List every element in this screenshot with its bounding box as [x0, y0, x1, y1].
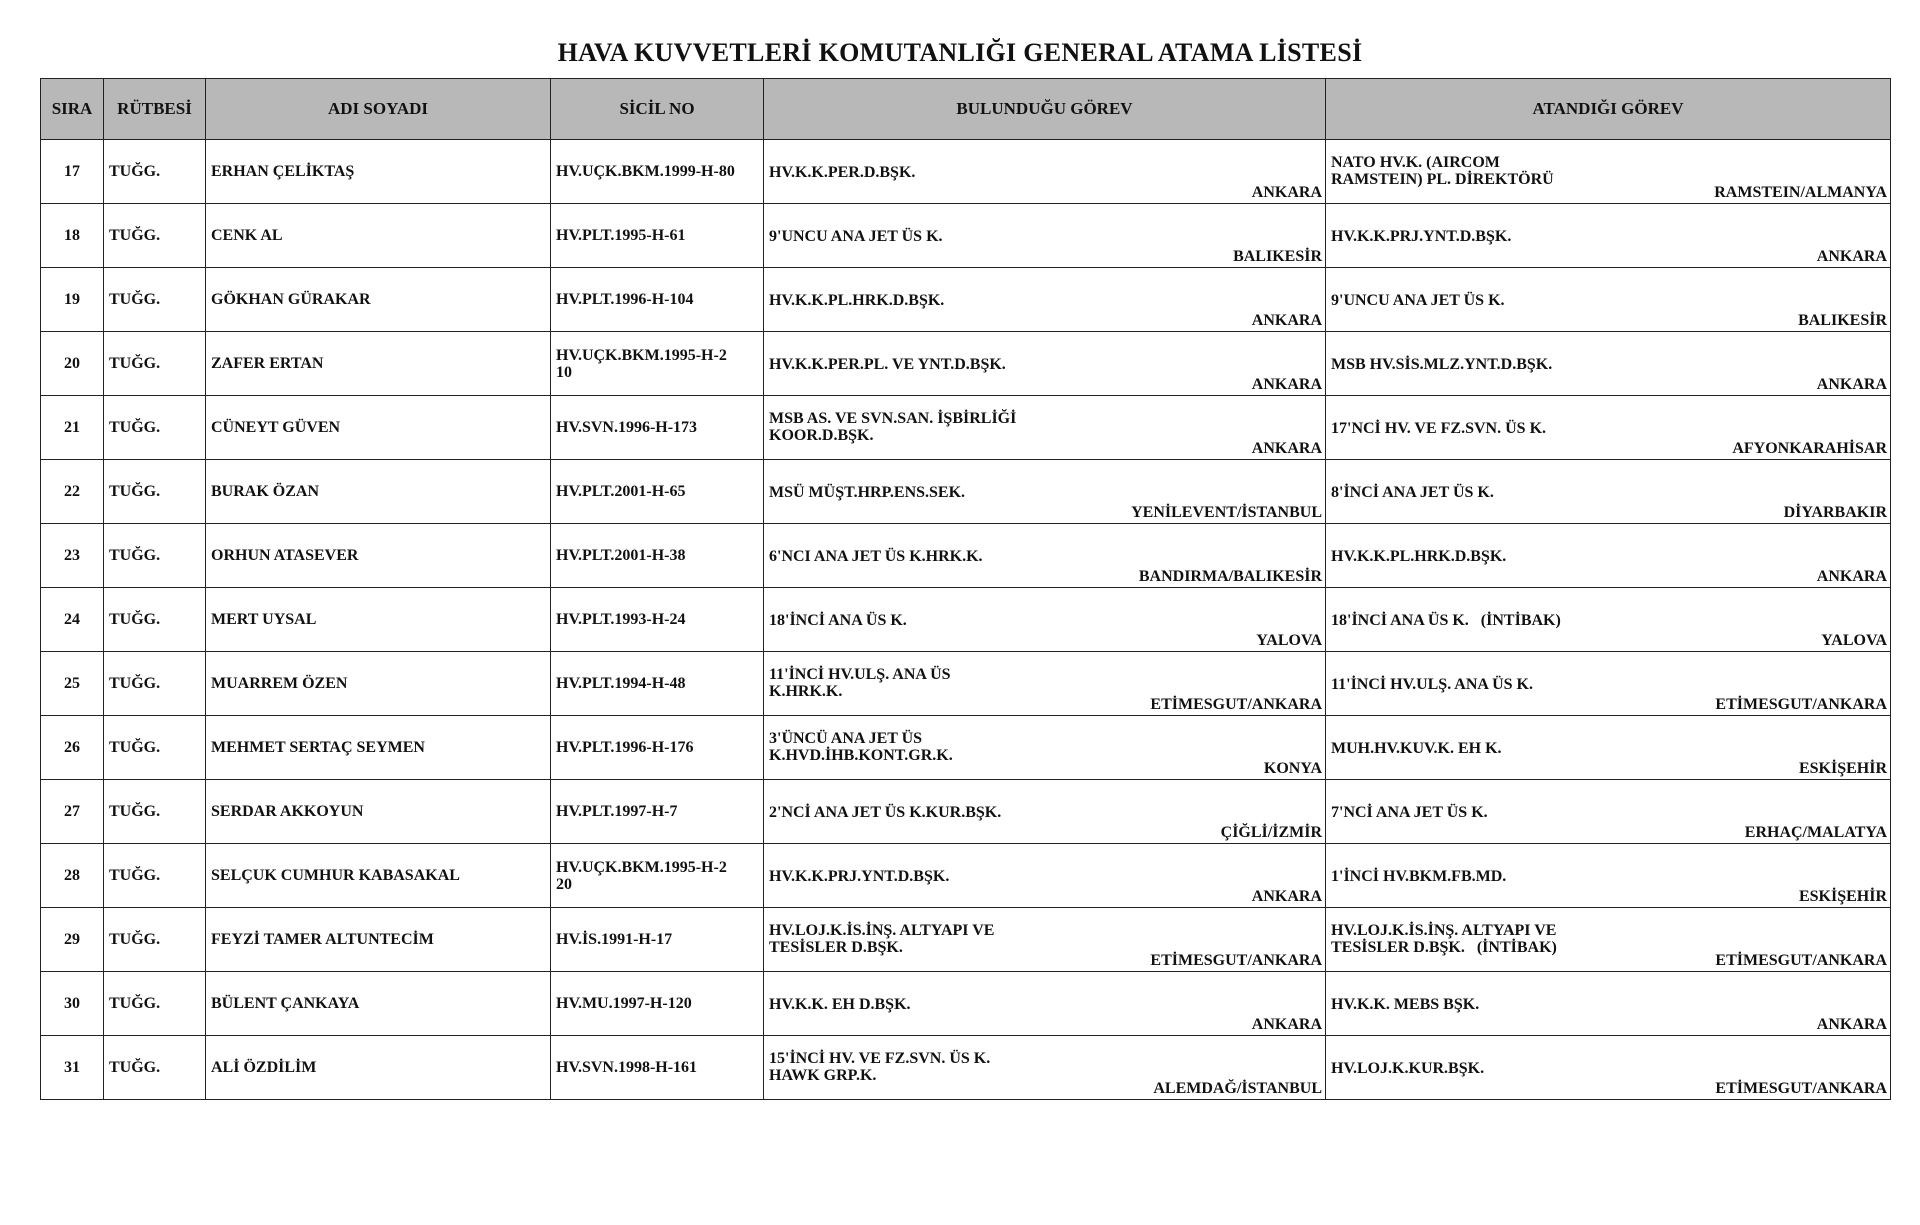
cell-atandigi-gorev: [1326, 268, 1891, 332]
cell-atandigi-gorev: [1326, 844, 1891, 908]
cell-sicil-no: HV.İS.1991-H-17: [551, 908, 764, 972]
cell-bulundugu-gorev: [764, 652, 1326, 716]
header-atandigi-gorev: ATANDIĞI GÖREV: [1326, 79, 1891, 140]
cell-rutbe: TUĞG.: [104, 460, 206, 524]
bulundugu-gorev-yer: ÇİĞLİ/İZMİR: [1220, 824, 1322, 841]
cell-adi-soyadi: CENK AL: [206, 204, 551, 268]
cell-sicil-no: HV.SVN.1996-H-173: [551, 396, 764, 460]
cell-sicil-no: HV.PLT.1996-H-104: [551, 268, 764, 332]
cell-sira: 20: [41, 332, 104, 396]
bulundugu-gorev-text: MSÜ MÜŞT.HRP.ENS.SEK.: [769, 484, 966, 501]
cell-rutbe: TUĞG.: [104, 268, 206, 332]
cell-bulundugu-gorev: [764, 1036, 1326, 1100]
cell-bulundugu-gorev: [764, 972, 1326, 1036]
atandigi-gorev-text: 7'NCİ ANA JET ÜS K.: [1331, 804, 1488, 821]
atandigi-gorev-text: 18'İNCİ ANA ÜS K. (İNTİBAK): [1331, 612, 1561, 629]
atandigi-gorev-text: HV.LOJ.K.İS.İNŞ. ALTYAPI VE TESİSLER D.BŞK. (İNTİBAK): [1331, 922, 1561, 956]
header-row: [41, 79, 1891, 140]
cell-atandigi-gorev: [1326, 460, 1891, 524]
cell-bulundugu-gorev: [764, 908, 1326, 972]
bulundugu-gorev-yer: ANKARA: [1251, 888, 1322, 905]
cell-rutbe: TUĞG.: [104, 588, 206, 652]
cell-rutbe: TUĞG.: [104, 716, 206, 780]
cell-bulundugu-gorev: [764, 268, 1326, 332]
atandigi-gorev-text: 17'NCİ HV. VE FZ.SVN. ÜS K.: [1331, 420, 1547, 437]
atandigi-gorev-yer: ANKARA: [1816, 248, 1887, 265]
cell-adi-soyadi: ZAFER ERTAN: [206, 332, 551, 396]
cell-sira: 25: [41, 652, 104, 716]
table-row: [41, 268, 1891, 332]
bulundugu-gorev-yer: ALEMDAĞ/İSTANBUL: [1153, 1080, 1322, 1097]
atandigi-gorev-text: MUH.HV.KUV.K. EH K.: [1331, 740, 1502, 757]
header-sira: SIRA: [41, 79, 104, 140]
cell-rutbe: TUĞG.: [104, 396, 206, 460]
cell-rutbe: TUĞG.: [104, 652, 206, 716]
cell-atandigi-gorev: [1326, 524, 1891, 588]
cell-sicil-no: HV.PLT.1997-H-7: [551, 780, 764, 844]
cell-adi-soyadi: ORHUN ATASEVER: [206, 524, 551, 588]
bulundugu-gorev-text: 6'NCI ANA JET ÜS K.HRK.K.: [769, 548, 983, 565]
atandigi-gorev-text: MSB HV.SİS.MLZ.YNT.D.BŞK.: [1331, 356, 1553, 373]
atandigi-gorev-yer: ESKİŞEHİR: [1798, 888, 1887, 905]
cell-rutbe: TUĞG.: [104, 524, 206, 588]
cell-sira: 22: [41, 460, 104, 524]
cell-adi-soyadi: BURAK ÖZAN: [206, 460, 551, 524]
cell-atandigi-gorev: [1326, 972, 1891, 1036]
atandigi-gorev-text: HV.K.K.PRJ.YNT.D.BŞK.: [1331, 228, 1512, 245]
cell-rutbe: TUĞG.: [104, 972, 206, 1036]
bulundugu-gorev-yer: ANKARA: [1251, 1016, 1322, 1033]
bulundugu-gorev-yer: ANKARA: [1251, 184, 1322, 201]
atandigi-gorev-yer: ESKİŞEHİR: [1798, 760, 1887, 777]
cell-rutbe: TUĞG.: [104, 908, 206, 972]
atandigi-gorev-yer: BALIKESİR: [1798, 312, 1887, 329]
bulundugu-gorev-text: HV.K.K.PL.HRK.D.BŞK.: [769, 292, 945, 309]
bulundugu-gorev-text: HV.K.K.PER.D.BŞK.: [769, 164, 916, 181]
cell-atandigi-gorev: [1326, 332, 1891, 396]
cell-adi-soyadi: BÜLENT ÇANKAYA: [206, 972, 551, 1036]
cell-adi-soyadi: FEYZİ TAMER ALTUNTECİM: [206, 908, 551, 972]
bulundugu-gorev-yer: ETİMESGUT/ANKARA: [1150, 952, 1322, 969]
cell-adi-soyadi: GÖKHAN GÜRAKAR: [206, 268, 551, 332]
header-bulundugu-gorev: BULUNDUĞU GÖREV: [764, 79, 1326, 140]
atandigi-gorev-text: HV.K.K. MEBS BŞK.: [1331, 996, 1480, 1013]
bulundugu-gorev-text: 2'NCİ ANA JET ÜS K.KUR.BŞK.: [769, 804, 1002, 821]
bulundugu-gorev-text: MSB AS. VE SVN.SAN. İŞBİRLİĞİ KOOR.D.BŞK.: [769, 410, 1017, 444]
bulundugu-gorev-yer: KONYA: [1263, 760, 1322, 777]
bulundugu-gorev-text: HV.LOJ.K.İS.İNŞ. ALTYAPI VE TESİSLER D.BŞK.: [769, 922, 995, 956]
cell-sicil-no: HV.PLT.1994-H-48: [551, 652, 764, 716]
cell-rutbe: TUĞG.: [104, 1036, 206, 1100]
cell-bulundugu-gorev: [764, 716, 1326, 780]
cell-sicil-no: HV.UÇK.BKM.1995-H-210: [551, 332, 764, 396]
cell-sira: 30: [41, 972, 104, 1036]
table-row: [41, 908, 1891, 972]
cell-sira: 18: [41, 204, 104, 268]
table-row: [41, 780, 1891, 844]
atandigi-gorev-yer: AFYONKARAHİSAR: [1732, 440, 1887, 457]
table-row: [41, 460, 1891, 524]
cell-bulundugu-gorev: [764, 780, 1326, 844]
bulundugu-gorev-text: 18'İNCİ ANA ÜS K.: [769, 612, 907, 629]
cell-atandigi-gorev: [1326, 652, 1891, 716]
cell-adi-soyadi: SERDAR AKKOYUN: [206, 780, 551, 844]
table-row: [41, 524, 1891, 588]
bulundugu-gorev-yer: YENİLEVENT/İSTANBUL: [1131, 504, 1322, 521]
cell-atandigi-gorev: [1326, 396, 1891, 460]
cell-bulundugu-gorev: [764, 396, 1326, 460]
atandigi-gorev-text: NATO HV.K. (AIRCOM RAMSTEIN) PL. DİREKTÖRÜ: [1331, 154, 1554, 188]
cell-atandigi-gorev: [1326, 204, 1891, 268]
cell-sira: 29: [41, 908, 104, 972]
cell-sira: 21: [41, 396, 104, 460]
header-rutbe: RÜTBESİ: [104, 79, 206, 140]
cell-adi-soyadi: MEHMET SERTAÇ SEYMEN: [206, 716, 551, 780]
cell-rutbe: TUĞG.: [104, 844, 206, 908]
cell-sicil-no: HV.PLT.2001-H-65: [551, 460, 764, 524]
cell-sira: 26: [41, 716, 104, 780]
cell-sira: 31: [41, 1036, 104, 1100]
cell-bulundugu-gorev: [764, 204, 1326, 268]
table-row: [41, 204, 1891, 268]
cell-sicil-no: HV.PLT.1993-H-24: [551, 588, 764, 652]
cell-sicil-no: HV.PLT.1995-H-61: [551, 204, 764, 268]
atandigi-gorev-yer: DİYARBAKIR: [1783, 504, 1887, 521]
cell-sira: 28: [41, 844, 104, 908]
atandigi-gorev-yer: ERHAÇ/MALATYA: [1744, 824, 1887, 841]
cell-bulundugu-gorev: [764, 332, 1326, 396]
cell-sira: 23: [41, 524, 104, 588]
cell-rutbe: TUĞG.: [104, 780, 206, 844]
cell-sira: 19: [41, 268, 104, 332]
cell-adi-soyadi: ERHAN ÇELİKTAŞ: [206, 140, 551, 204]
table-row: [41, 716, 1891, 780]
cell-bulundugu-gorev: [764, 588, 1326, 652]
cell-adi-soyadi: ALİ ÖZDİLİM: [206, 1036, 551, 1100]
table-row: [41, 588, 1891, 652]
atandigi-gorev-yer: ETİMESGUT/ANKARA: [1715, 696, 1887, 713]
atandigi-gorev-yer: ETİMESGUT/ANKARA: [1715, 1080, 1887, 1097]
bulundugu-gorev-text: 15'İNCİ HV. VE FZ.SVN. ÜS K. HAWK GRP.K.: [769, 1050, 991, 1084]
cell-sira: 27: [41, 780, 104, 844]
bulundugu-gorev-text: HV.K.K.PER.PL. VE YNT.D.BŞK.: [769, 356, 1006, 373]
cell-sira: 24: [41, 588, 104, 652]
bulundugu-gorev-text: 3'ÜNCÜ ANA JET ÜS K.HVD.İHB.KONT.GR.K.: [769, 730, 953, 764]
atandigi-gorev-yer: RAMSTEIN/ALMANYA: [1714, 184, 1887, 201]
table-row: [41, 844, 1891, 908]
bulundugu-gorev-yer: ANKARA: [1251, 376, 1322, 393]
cell-sicil-no: HV.PLT.1996-H-176: [551, 716, 764, 780]
bulundugu-gorev-yer: YALOVA: [1256, 632, 1322, 649]
table-row: [41, 972, 1891, 1036]
cell-adi-soyadi: SELÇUK CUMHUR KABASAKAL: [206, 844, 551, 908]
cell-adi-soyadi: MUARREM ÖZEN: [206, 652, 551, 716]
cell-sicil-no: HV.SVN.1998-H-161: [551, 1036, 764, 1100]
bulundugu-gorev-text: HV.K.K.PRJ.YNT.D.BŞK.: [769, 868, 950, 885]
cell-atandigi-gorev: [1326, 908, 1891, 972]
atandigi-gorev-yer: ANKARA: [1816, 1016, 1887, 1033]
atandigi-gorev-text: 8'İNCİ ANA JET ÜS K.: [1331, 484, 1494, 501]
table-row: [41, 140, 1891, 204]
header-adi-soyadi: ADI SOYADI: [206, 79, 551, 140]
bulundugu-gorev-yer: ETİMESGUT/ANKARA: [1150, 696, 1322, 713]
bulundugu-gorev-yer: ANKARA: [1251, 312, 1322, 329]
cell-atandigi-gorev: [1326, 588, 1891, 652]
cell-sicil-no: HV.MU.1997-H-120: [551, 972, 764, 1036]
cell-bulundugu-gorev: [764, 844, 1326, 908]
cell-atandigi-gorev: [1326, 140, 1891, 204]
cell-atandigi-gorev: [1326, 780, 1891, 844]
cell-atandigi-gorev: [1326, 1036, 1891, 1100]
bulundugu-gorev-text: 9'UNCU ANA JET ÜS K.: [769, 228, 943, 245]
cell-sicil-no: HV.UÇK.BKM.1995-H-220: [551, 844, 764, 908]
cell-sicil-no: HV.UÇK.BKM.1999-H-80: [551, 140, 764, 204]
cell-bulundugu-gorev: [764, 140, 1326, 204]
atandigi-gorev-yer: ETİMESGUT/ANKARA: [1715, 952, 1887, 969]
atandigi-gorev-text: HV.K.K.PL.HRK.D.BŞK.: [1331, 548, 1507, 565]
atandigi-gorev-text: HV.LOJ.K.KUR.BŞK.: [1331, 1060, 1485, 1077]
atandigi-gorev-yer: ANKARA: [1816, 568, 1887, 585]
bulundugu-gorev-yer: ANKARA: [1251, 440, 1322, 457]
cell-adi-soyadi: MERT UYSAL: [206, 588, 551, 652]
cell-sicil-no: HV.PLT.2001-H-38: [551, 524, 764, 588]
atandigi-gorev-text: 9'UNCU ANA JET ÜS K.: [1331, 292, 1505, 309]
cell-adi-soyadi: CÜNEYT GÜVEN: [206, 396, 551, 460]
atandigi-gorev-text: 11'İNCİ HV.ULŞ. ANA ÜS K.: [1331, 676, 1533, 693]
table-row: [41, 396, 1891, 460]
bulundugu-gorev-text: HV.K.K. EH D.BŞK.: [769, 996, 911, 1013]
header-sicil-no: SİCİL NO: [551, 79, 764, 140]
cell-rutbe: TUĞG.: [104, 204, 206, 268]
table-row: [41, 332, 1891, 396]
cell-rutbe: TUĞG.: [104, 332, 206, 396]
bulundugu-gorev-yer: BANDIRMA/BALIKESİR: [1138, 568, 1322, 585]
bulundugu-gorev-yer: BALIKESİR: [1233, 248, 1322, 265]
bulundugu-gorev-text: 11'İNCİ HV.ULŞ. ANA ÜS K.HRK.K.: [769, 666, 951, 700]
cell-sira: 17: [41, 140, 104, 204]
table-row: [41, 652, 1891, 716]
document-title: HAVA KUVVETLERİ KOMUTANLIĞI GENERAL ATAMA LİSTESİ: [557, 38, 1363, 67]
table-row: [41, 1036, 1891, 1100]
assignment-table: [40, 78, 1891, 1100]
cell-rutbe: TUĞG.: [104, 140, 206, 204]
cell-bulundugu-gorev: [764, 460, 1326, 524]
atandigi-gorev-text: 1'İNCİ HV.BKM.FB.MD.: [1331, 868, 1507, 885]
atandigi-gorev-yer: YALOVA: [1821, 632, 1887, 649]
cell-atandigi-gorev: [1326, 716, 1891, 780]
atandigi-gorev-yer: ANKARA: [1816, 376, 1887, 393]
cell-bulundugu-gorev: [764, 524, 1326, 588]
